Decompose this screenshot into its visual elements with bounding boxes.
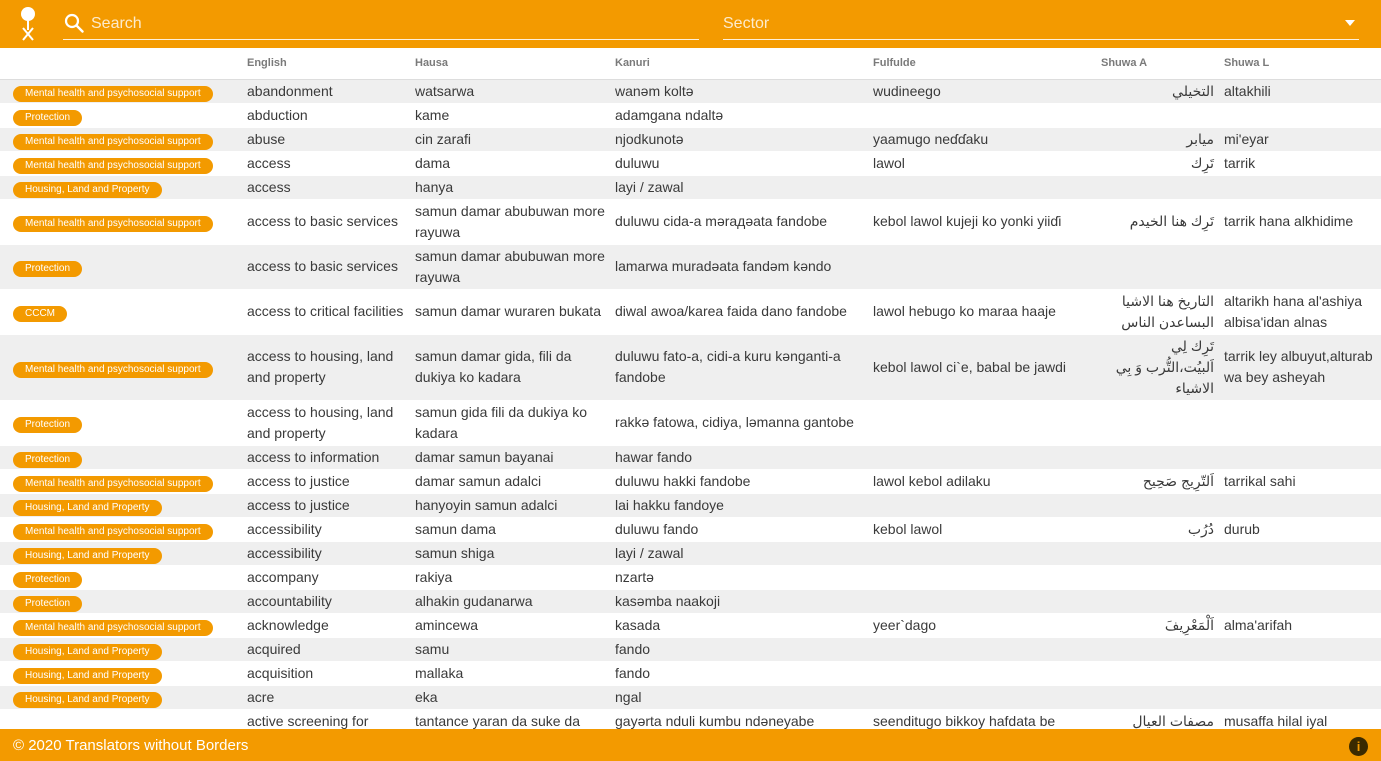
cell-shuwa-l: altakhili	[1224, 79, 1381, 103]
cell-shuwa-l: tarrik hana alkhidime	[1224, 199, 1381, 244]
cell-shuwa-a	[1101, 565, 1224, 589]
table-row[interactable]	[0, 493, 1381, 517]
cell-hausa: samun shiga	[415, 541, 615, 565]
cell-shuwa-a: اَلتّرِيج صَحِيح	[1101, 469, 1224, 493]
cell-shuwa-a: مصفات العيال	[1101, 709, 1224, 729]
cell-shuwa-l: musaffa hilal iyal	[1224, 709, 1381, 729]
cell-hausa: damar samun bayanai	[415, 445, 615, 469]
cell-fulfulde	[873, 493, 1101, 517]
cell-fulfulde	[873, 565, 1101, 589]
table-row[interactable]	[0, 400, 1381, 445]
cell-fulfulde	[873, 541, 1101, 565]
cell-shuwa-a: تَرِك لِي اَلبيُت،التُّرب وَ بِي الاشياء	[1101, 334, 1224, 400]
table-row[interactable]	[0, 127, 1381, 151]
cell-english: access	[247, 175, 415, 199]
cell-fulfulde	[873, 244, 1101, 289]
cell-english: access to justice	[247, 493, 415, 517]
cell-shuwa-l	[1224, 637, 1381, 661]
table-row[interactable]	[0, 613, 1381, 637]
column-header-sector	[0, 48, 247, 79]
cell-shuwa-a: التخيلي	[1101, 79, 1224, 103]
cell-kanuri: rakkə fatowa, cidiya, ləmanna gantobe	[615, 400, 873, 445]
cell-english: access to basic services	[247, 244, 415, 289]
cell-kanuri: layi / zawal	[615, 175, 873, 199]
table-row[interactable]	[0, 79, 1381, 103]
cell-hausa: watsarwa	[415, 79, 615, 103]
info-icon[interactable]: i	[1349, 737, 1368, 756]
search-box	[63, 8, 699, 40]
cell-shuwa-a	[1101, 637, 1224, 661]
cell-kanuri: fando	[615, 637, 873, 661]
cell-shuwa-a	[1101, 541, 1224, 565]
sector-cell	[0, 469, 247, 493]
sector-tag[interactable]: Mental health and psychosocial support	[13, 524, 213, 540]
cell-kanuri: duluwu hakki fandobe	[615, 469, 873, 493]
sector-tag[interactable]: Housing, Land and Property	[13, 548, 162, 564]
sector-tag[interactable]: Mental health and psychosocial support	[13, 476, 213, 492]
sector-tag[interactable]: Mental health and psychosocial support	[13, 216, 213, 232]
cell-fulfulde	[873, 400, 1101, 445]
cell-hausa: hanya	[415, 175, 615, 199]
table-row[interactable]	[0, 517, 1381, 541]
cell-english: acquisition	[247, 661, 415, 685]
cell-hausa: cin zarafi	[415, 127, 615, 151]
twb-logo-icon[interactable]	[14, 6, 42, 42]
cell-english: access to housing, land and property	[247, 334, 415, 400]
cell-shuwa-a	[1101, 685, 1224, 709]
cell-kanuri: lamarwa muradəata fandəm kəndo	[615, 244, 873, 289]
sector-tag[interactable]: Protection	[13, 417, 82, 433]
cell-fulfulde	[873, 445, 1101, 469]
cell-hausa: rakiya	[415, 565, 615, 589]
cell-shuwa-a	[1101, 445, 1224, 469]
sector-cell	[0, 244, 247, 289]
cell-fulfulde: yeer`dago	[873, 613, 1101, 637]
cell-fulfulde: lawol kebol adilaku	[873, 469, 1101, 493]
cell-fulfulde: kebol lawol	[873, 517, 1101, 541]
cell-kanuri: duluwu cida-a mərадəata fandobe	[615, 199, 873, 244]
sector-tag[interactable]: CCCM	[13, 306, 67, 322]
cell-english: acquired	[247, 637, 415, 661]
cell-english: acknowledge	[247, 613, 415, 637]
cell-kanuri: fando	[615, 661, 873, 685]
sector-cell	[0, 493, 247, 517]
sector-tag[interactable]: Housing, Land and Property	[13, 692, 162, 708]
cell-kanuri: njodkunotə	[615, 127, 873, 151]
cell-shuwa-l: tarrik	[1224, 151, 1381, 175]
sector-tag[interactable]: Housing, Land and Property	[13, 500, 162, 516]
sector-tag[interactable]: Housing, Land and Property	[13, 644, 162, 660]
sector-cell	[0, 127, 247, 151]
column-header-shuwa-l[interactable]: Shuwa L	[1224, 48, 1381, 79]
cell-shuwa-l: mi'eyar	[1224, 127, 1381, 151]
cell-shuwa-l	[1224, 661, 1381, 685]
cell-shuwa-l: alma'arifah	[1224, 613, 1381, 637]
sector-select[interactable]	[723, 8, 1359, 40]
table-row[interactable]	[0, 541, 1381, 565]
cell-english: access to justice	[247, 469, 415, 493]
chevron-down-icon	[1345, 20, 1355, 26]
cell-fulfulde: wudineego	[873, 79, 1101, 103]
cell-kanuri: adamgana ndaltə	[615, 103, 873, 127]
sector-cell	[0, 103, 247, 127]
cell-hausa: tantance yaran da suke da	[415, 709, 615, 729]
cell-hausa: dama	[415, 151, 615, 175]
cell-shuwa-l	[1224, 685, 1381, 709]
cell-fulfulde	[873, 589, 1101, 613]
cell-hausa: samun damar gida, fili da dukiya ko kadara	[415, 334, 615, 400]
sector-cell	[0, 79, 247, 103]
cell-shuwa-l: tarrikal sahi	[1224, 469, 1381, 493]
table-row[interactable]	[0, 589, 1381, 613]
sector-cell	[0, 565, 247, 589]
table-header-row	[0, 48, 1381, 79]
cell-shuwa-l: durub	[1224, 517, 1381, 541]
cell-shuwa-l	[1224, 445, 1381, 469]
table-row[interactable]	[0, 175, 1381, 199]
cell-english: active screening for	[247, 709, 415, 729]
sector-select-label: Sector	[723, 15, 770, 32]
sector-cell	[0, 613, 247, 637]
column-header-fulfulde[interactable]: Fulfulde	[873, 48, 1101, 79]
sector-tag[interactable]: Protection	[13, 261, 82, 277]
sector-cell	[0, 445, 247, 469]
cell-shuwa-a: ميابر	[1101, 127, 1224, 151]
cell-fulfulde: lawol	[873, 151, 1101, 175]
search-input[interactable]	[91, 13, 691, 35]
cell-shuwa-a	[1101, 175, 1224, 199]
sector-cell	[0, 199, 247, 244]
column-header-shuwa-a[interactable]: Shuwa A	[1101, 48, 1224, 79]
cell-hausa: samun dama	[415, 517, 615, 541]
top-app-bar	[0, 0, 1381, 48]
cell-kanuri: layi / zawal	[615, 541, 873, 565]
sector-cell	[0, 151, 247, 175]
table-row[interactable]	[0, 199, 1381, 244]
sector-tag[interactable]: Protection	[13, 110, 82, 126]
cell-kanuri: wanəm koltə	[615, 79, 873, 103]
cell-hausa: alhakin gudanarwa	[415, 589, 615, 613]
cell-fulfulde: kebol lawol kujeji ko yonki yiiɗi	[873, 199, 1101, 244]
sector-tag[interactable]: Protection	[13, 572, 82, 588]
sector-tag[interactable]: Mental health and psychosocial support	[13, 158, 213, 174]
sector-tag[interactable]: Mental health and psychosocial support	[13, 362, 213, 378]
cell-hausa: damar samun adalci	[415, 469, 615, 493]
cell-hausa: amincewa	[415, 613, 615, 637]
cell-english: acre	[247, 685, 415, 709]
cell-shuwa-a	[1101, 103, 1224, 127]
sector-cell	[0, 589, 247, 613]
table-row[interactable]	[0, 151, 1381, 175]
cell-shuwa-l	[1224, 244, 1381, 289]
cell-english: abuse	[247, 127, 415, 151]
column-header-english[interactable]: English	[247, 48, 415, 79]
cell-english: accountability	[247, 589, 415, 613]
sector-tag[interactable]: Mental health and psychosocial support	[13, 134, 213, 150]
cell-fulfulde: yaamugo neɗɗaku	[873, 127, 1101, 151]
cell-hausa: mallaka	[415, 661, 615, 685]
cell-shuwa-a: التاريخ هنا الاشيا البساعدن الناس	[1101, 289, 1224, 334]
cell-english: access to information	[247, 445, 415, 469]
table-row[interactable]	[0, 637, 1381, 661]
cell-kanuri: gayərta nduli kumbu ndəneyabe	[615, 709, 873, 729]
table-row[interactable]	[0, 244, 1381, 289]
sector-cell	[0, 289, 247, 334]
cell-kanuri: lai hakku fandoye	[615, 493, 873, 517]
search-icon	[64, 13, 84, 33]
sector-tag[interactable]: Housing, Land and Property	[13, 668, 162, 684]
cell-shuwa-a	[1101, 589, 1224, 613]
cell-english: accessibility	[247, 517, 415, 541]
cell-hausa: kame	[415, 103, 615, 127]
cell-hausa: samun gida fili da dukiya ko kadara	[415, 400, 615, 445]
cell-fulfulde	[873, 685, 1101, 709]
cell-shuwa-a: تَرِك هنا الخيدم	[1101, 199, 1224, 244]
cell-kanuri: kasada	[615, 613, 873, 637]
cell-english: access to housing, land and property	[247, 400, 415, 445]
sector-tag[interactable]: Protection	[13, 452, 82, 468]
sector-tag[interactable]: Mental health and psychosocial support	[13, 86, 213, 102]
sector-cell	[0, 541, 247, 565]
cell-english: abandonment	[247, 79, 415, 103]
cell-fulfulde	[873, 175, 1101, 199]
cell-shuwa-a: اَلْمَعْرِيفَ	[1101, 613, 1224, 637]
cell-english: accompany	[247, 565, 415, 589]
column-header-hausa[interactable]: Hausa	[415, 48, 615, 79]
cell-fulfulde: lawol hebugo ko maraa haaje	[873, 289, 1101, 334]
cell-hausa: hanyoyin samun adalci	[415, 493, 615, 517]
cell-kanuri: duluwu fato-a, cidi-a kuru kənganti-a fandobe	[615, 334, 873, 400]
cell-fulfulde: seenditugo bikkoy hafdata be	[873, 709, 1101, 729]
cell-shuwa-a: دُرُب	[1101, 517, 1224, 541]
cell-hausa: samun damar wuraren bukata	[415, 289, 615, 334]
sector-cell	[0, 661, 247, 685]
cell-kanuri: duluwu fando	[615, 517, 873, 541]
cell-shuwa-l	[1224, 589, 1381, 613]
cell-fulfulde: kebol lawol ci`e, babal be jawdi	[873, 334, 1101, 400]
cell-shuwa-a	[1101, 244, 1224, 289]
cell-kanuri: kasəmba naakoji	[615, 589, 873, 613]
cell-kanuri: hawar fando	[615, 445, 873, 469]
cell-hausa: eka	[415, 685, 615, 709]
cell-kanuri: diwal awoa/karea faida dano fandobe	[615, 289, 873, 334]
sector-tag[interactable]: Housing, Land and Property	[13, 182, 162, 198]
cell-hausa: samu	[415, 637, 615, 661]
cell-english: abduction	[247, 103, 415, 127]
glossary-table-container[interactable]	[0, 48, 1381, 729]
table-row[interactable]	[0, 661, 1381, 685]
column-header-kanuri[interactable]: Kanuri	[615, 48, 873, 79]
cell-shuwa-l: tarrik ley albuyut,alturab wa bey asheyah	[1224, 334, 1381, 400]
cell-shuwa-a: تَرِك	[1101, 151, 1224, 175]
footer-bar	[0, 729, 1381, 761]
cell-shuwa-l	[1224, 103, 1381, 127]
cell-english: access to basic services	[247, 199, 415, 244]
table-row[interactable]	[0, 685, 1381, 709]
glossary-table	[0, 48, 1381, 729]
cell-kanuri: ngal	[615, 685, 873, 709]
sector-cell	[0, 709, 247, 729]
sector-cell	[0, 400, 247, 445]
cell-fulfulde	[873, 637, 1101, 661]
cell-shuwa-l	[1224, 493, 1381, 517]
table-row[interactable]	[0, 565, 1381, 589]
cell-english: access to critical facilities	[247, 289, 415, 334]
cell-kanuri: duluwu	[615, 151, 873, 175]
cell-shuwa-l	[1224, 400, 1381, 445]
table-row[interactable]	[0, 469, 1381, 493]
table-row[interactable]	[0, 289, 1381, 334]
sector-tag[interactable]: Mental health and psychosocial support	[13, 620, 213, 636]
cell-shuwa-l: altarikh hana al'ashiya albisa'idan alnas	[1224, 289, 1381, 334]
cell-english: access	[247, 151, 415, 175]
table-row[interactable]	[0, 334, 1381, 400]
cell-shuwa-a	[1101, 400, 1224, 445]
table-row[interactable]	[0, 103, 1381, 127]
cell-hausa: samun damar abubuwan more rayuwa	[415, 199, 615, 244]
cell-shuwa-a	[1101, 661, 1224, 685]
sector-cell	[0, 685, 247, 709]
cell-shuwa-a	[1101, 493, 1224, 517]
copyright-text: © 2020 Translators without Borders	[13, 737, 249, 754]
cell-fulfulde	[873, 661, 1101, 685]
cell-shuwa-l	[1224, 565, 1381, 589]
cell-fulfulde	[873, 103, 1101, 127]
sector-cell	[0, 517, 247, 541]
cell-kanuri: nzartə	[615, 565, 873, 589]
table-row[interactable]	[0, 709, 1381, 729]
sector-cell	[0, 637, 247, 661]
sector-cell	[0, 334, 247, 400]
sector-cell	[0, 175, 247, 199]
cell-english: accessibility	[247, 541, 415, 565]
table-row[interactable]	[0, 445, 1381, 469]
cell-shuwa-l	[1224, 175, 1381, 199]
cell-hausa: samun damar abubuwan more rayuwa	[415, 244, 615, 289]
cell-shuwa-l	[1224, 541, 1381, 565]
sector-tag[interactable]: Protection	[13, 596, 82, 612]
